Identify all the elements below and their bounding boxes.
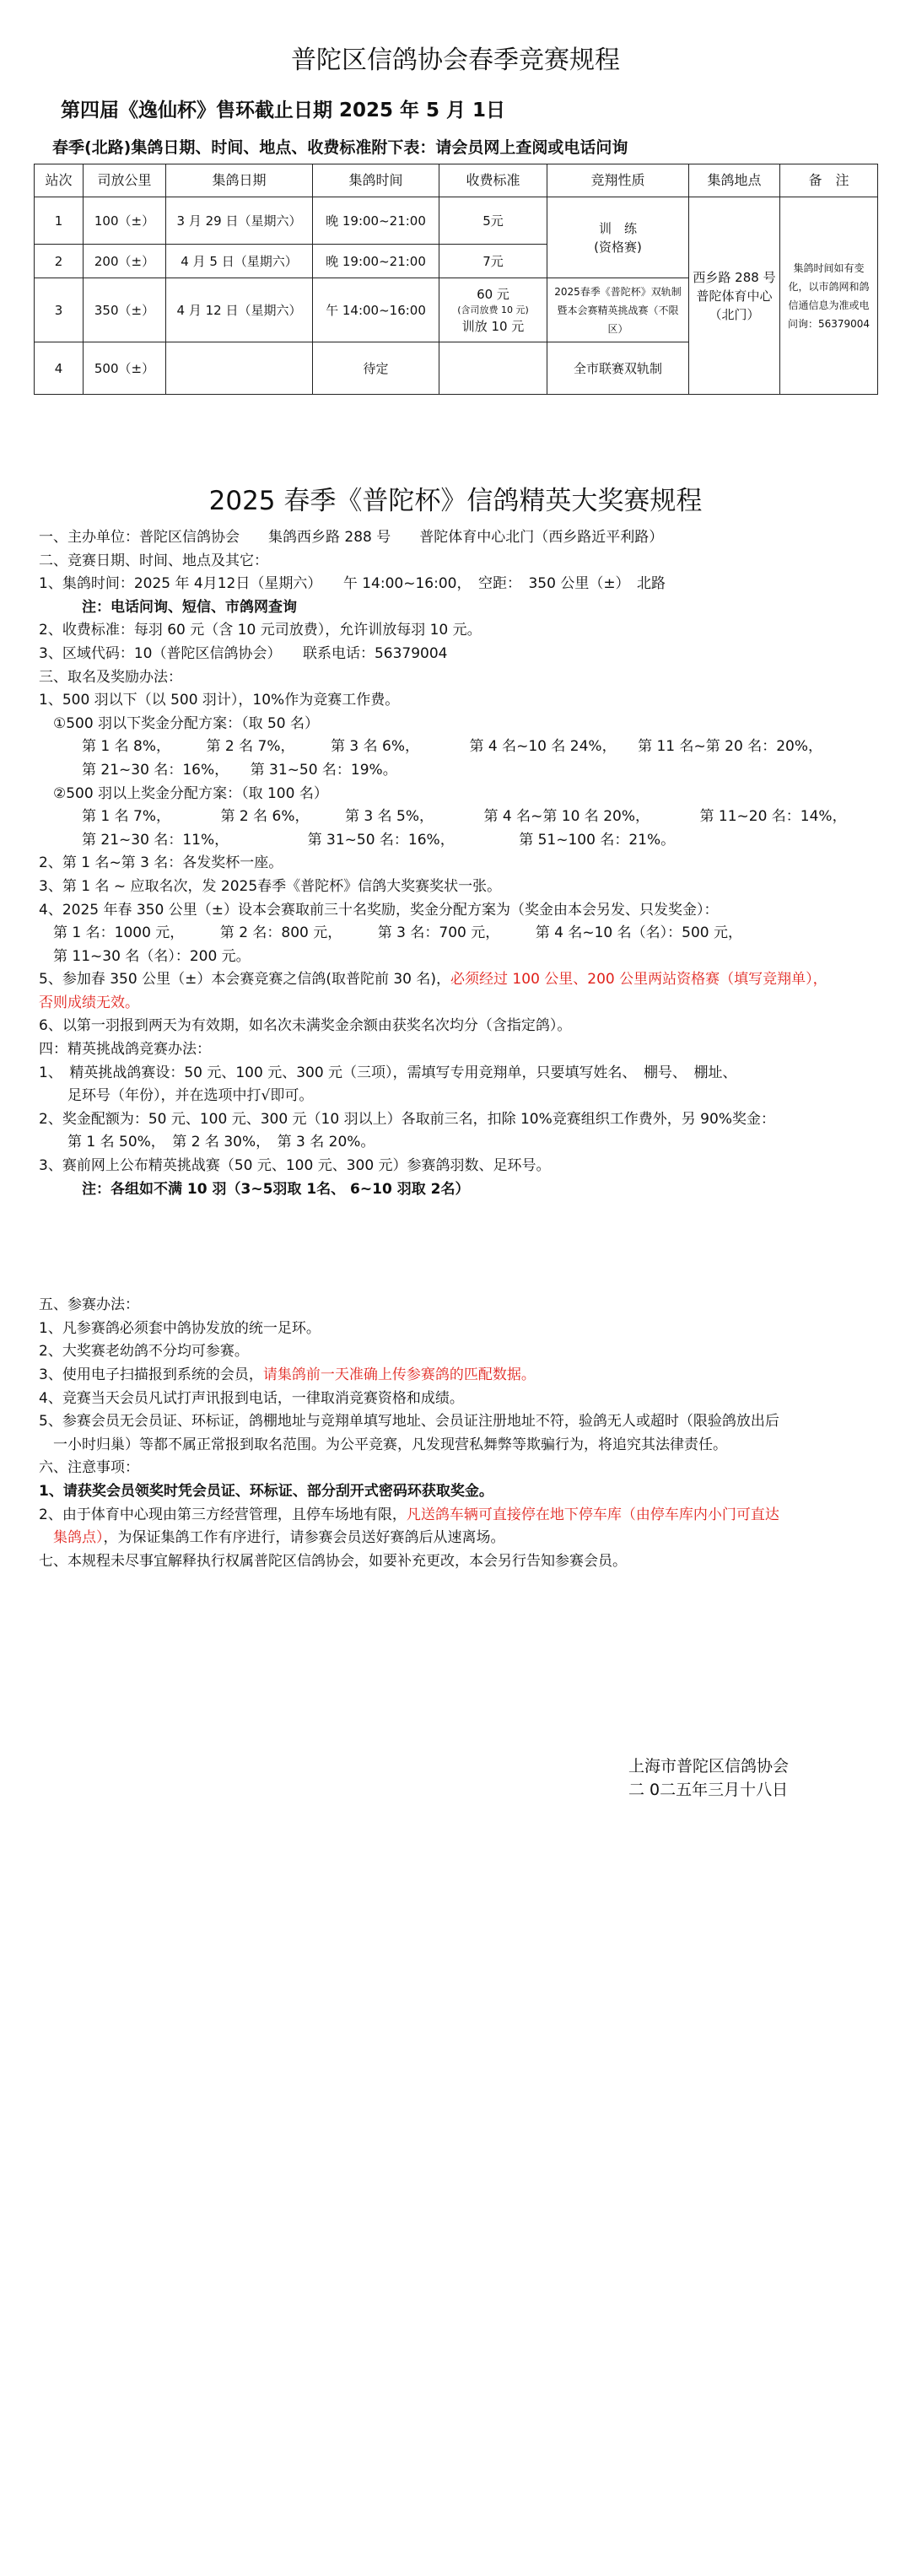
line-text: ①500 羽以下奖金分配方案：（取 50 名） <box>39 714 320 732</box>
line-text: 6、以第一羽报到两天为有效期，如名次未满奖金余额由获奖名次均分（含指定鸽）。 <box>39 1017 572 1035</box>
rules-body <box>39 526 891 1573</box>
text-line <box>39 1527 891 1550</box>
station-cell: 2 <box>35 245 84 278</box>
text-line <box>39 759 891 783</box>
line-text: 1、凡参赛鸽必须套中鸽协发放的统一足环。 <box>39 1319 321 1337</box>
line-text: 1、集鸽时间：2025 年 4月12日（星期六） 午 14:00~16:00， 空距： 350 公里（±） 北路 <box>39 575 666 593</box>
table-row <box>35 197 878 245</box>
date-cell: 3 月 29 日（星期六） <box>166 197 313 245</box>
date-cell <box>166 342 313 395</box>
highlight-text: 凡送鸽车辆可直接停在地下停车库（由停车库内小门可直达 <box>406 1506 779 1523</box>
fee-sub: 训放 10 元 <box>461 318 525 334</box>
text-line <box>39 1085 891 1108</box>
time-cell: 待定 <box>313 342 439 395</box>
line-text: 5、参加春 350 公里（±）本会赛竞赛之信鸽(取普陀前 30 名)， <box>39 971 451 989</box>
header-cell: 站次 <box>35 164 84 197</box>
station-cell: 1 <box>35 197 84 245</box>
date-cell: 4 月 5 日（星期六） <box>166 245 313 278</box>
text-line <box>39 1340 891 1364</box>
text-line <box>39 1457 891 1480</box>
text-line <box>39 922 891 946</box>
signature-org: 上海市普陀区信鸽协会 <box>628 1757 790 1776</box>
text-line <box>39 619 891 643</box>
schedule-table <box>34 164 878 395</box>
line-text: 注：各组如不满 10 羽（3~5羽取 1名、 6~10 羽取 2名） <box>39 1180 470 1198</box>
line-text <box>39 1529 53 1546</box>
text-line <box>39 852 891 876</box>
line-text: 第 1 名 8%， 第 2 名 7%， 第 3 名 6%， 第 4 名~10 名 24%， 第 11 名~第 20 名：20%， <box>39 738 822 756</box>
line-text: 2、由于体育中心现由第三方经营管理，且停车场地有限， <box>39 1506 407 1523</box>
rules-section-2 <box>39 1294 891 1573</box>
header-cell: 竞翔性质 <box>547 164 689 197</box>
line-text: 3、使用电子扫描报到系统的会员， <box>39 1366 263 1383</box>
station-cell: 3 <box>35 278 84 342</box>
remark-cell: 集鸽时间如有变化，以市鸽网和鸽信通信息为准或电问询：56379004 <box>780 197 878 395</box>
text-line <box>39 713 891 736</box>
line-text: 五、参赛办法： <box>39 1296 139 1314</box>
line-text: 四：精英挑战鸽竞赛办法： <box>39 1041 211 1059</box>
header-cell: 备 注 <box>780 164 878 197</box>
line-text: 5、参赛会员无会员证、环标证，鸽棚地址与竞翔单填写地址、会员证注册地址不符，验鸽无人或超时（限验鸽放出后 <box>39 1413 779 1431</box>
nature-cell <box>547 197 689 278</box>
line-text: 七、本规程未尽事宜解释执行权属普陀区信鸽协会，如要补充更改，本会另行告知参赛会员。 <box>39 1552 627 1570</box>
text-line <box>39 899 891 923</box>
line-text: 4、2025 年春 350 公里（±）设本会赛取前三十名奖励，奖金分配方案为（奖金由本会另发、只发奖金）： <box>39 901 719 919</box>
document-title: 普陀区信鸽协会春季竞赛规程 <box>291 46 620 75</box>
line-text: 二、竞赛日期、时间、地点及其它： <box>39 552 268 569</box>
highlight-text: 必须经过 100 公里、200 公里两站资格赛（填写竞翔单）， <box>450 971 827 989</box>
header-cell: 集鸽日期 <box>166 164 313 197</box>
text-line <box>39 1550 891 1574</box>
line-text: 三、取名及奖励办法： <box>39 668 182 686</box>
text-line <box>39 1410 891 1434</box>
highlight-text: 请集鸽前一天准确上传参赛鸽的匹配数据。 <box>262 1366 536 1383</box>
location-cell: 西乡路 288 号普陀体育中心（北门） <box>689 197 780 395</box>
time-cell: 晚 19:00~21:00 <box>313 245 439 278</box>
text-line <box>39 1388 891 1411</box>
text-line <box>39 596 891 620</box>
line-text: 足环号（年份），并在选项中打√即可。 <box>39 1087 314 1105</box>
line-text: 3、第 1 名 ~ 应取名次，发 2025春季《普陀杯》信鸽大奖赛奖状一张。 <box>39 877 502 895</box>
text-line <box>39 1364 891 1388</box>
line-text: 第 11~30 名（名）：200 元。 <box>39 947 251 965</box>
text-line <box>39 1504 891 1528</box>
date-cell: 4 月 12 日（星期六） <box>166 278 313 342</box>
nature-training-sub: (资格赛) <box>594 239 642 255</box>
text-line <box>39 573 891 596</box>
line-text: ②500 羽以上奖金分配方案：（取 100 名） <box>39 784 328 802</box>
document-subtitle: 第四届《逸仙杯》售环截止日期 2025 年 5 月 1日 <box>61 100 506 121</box>
fee-main: 60 元 <box>477 286 509 302</box>
text-line <box>39 1015 891 1038</box>
nature-training: 训 练 <box>598 220 637 236</box>
distance-cell: 350（±） <box>84 278 166 342</box>
signature-date: 二 0二五年三月十八日 <box>628 1781 789 1799</box>
text-line <box>39 1155 891 1178</box>
line-text: 注：电话问询、短信、市鸽网查询 <box>39 598 297 616</box>
text-line <box>39 1108 891 1132</box>
line-text: 2、奖金配额为：50 元、100 元、300 元（10 羽以上）各取前三名，扣除 10%竞赛组织工作费外，另 90%奖金： <box>39 1110 775 1128</box>
distance-cell: 200（±） <box>84 245 166 278</box>
line-text: 第 1 名 7%， 第 2 名 6%， 第 3 名 5%， 第 4 名~第 10 名 20%， 第 11~20 名：14%， <box>39 808 847 826</box>
text-line <box>39 526 891 550</box>
text-line <box>39 783 891 806</box>
text-line <box>39 666 891 690</box>
header-cell: 集鸽时间 <box>313 164 439 197</box>
highlight-text: 否则成绩无效。 <box>39 994 139 1011</box>
line-text: 2、收费标准：每羽 60 元（含 10 元司放费），允许训放每羽 10 元。 <box>39 622 482 639</box>
station-cell: 4 <box>35 342 84 395</box>
text-line <box>39 550 891 574</box>
text-line <box>39 968 891 992</box>
text-line <box>39 992 891 1016</box>
line-text: 一、主办单位：普陀区信鸽协会 集鸽西乡路 288 号 普陀体育中心北门（西乡路近平利路） <box>39 529 664 546</box>
text-line <box>39 689 891 713</box>
line-text: 六、注意事项： <box>39 1459 139 1477</box>
line-text: ，为保证集鸽工作有序进行，请参赛会员送好赛鸽后从速离场。 <box>103 1529 505 1547</box>
fee-cell <box>439 342 547 395</box>
line-text: 1、500 羽以下（以 500 羽计），10%作为竞赛工作费。 <box>39 692 400 709</box>
time-cell: 晚 19:00~21:00 <box>313 197 439 245</box>
text-line <box>39 1038 891 1062</box>
schedule-note: 春季(北路)集鸽日期、时间、地点、收费标准附下表：请会员网上查阅或电话问询 <box>52 138 628 157</box>
text-line <box>39 1294 891 1318</box>
text-line <box>39 1434 891 1458</box>
text-line <box>39 876 891 899</box>
text-line <box>39 1480 891 1504</box>
nature-cell: 2025春季《普陀杯》双轨制暨本会赛精英挑战赛（不限区） <box>547 278 689 342</box>
text-line <box>39 643 891 666</box>
nature-cell: 全市联赛双轨制 <box>547 342 689 395</box>
line-text: 一小时归巢）等都不属正常报到取名范围。为公平竞赛，凡发现营私舞弊等欺骗行为，将追究其法律责任。 <box>39 1436 727 1453</box>
line-text: 1、 精英挑战鸽赛设：50 元、100 元、300 元（三项），需填写专用竞翔单，只要填写姓名、 棚号、 棚址、 <box>39 1064 737 1081</box>
highlight-text: 集鸽点） <box>53 1529 104 1547</box>
fee-cell: 7元 <box>439 245 547 278</box>
text-line <box>39 1318 891 1341</box>
text-line <box>39 946 891 969</box>
header-cell: 集鸽地点 <box>689 164 780 197</box>
line-text: 第 21~30 名：16%， 第 31~50 名：19%。 <box>39 761 397 779</box>
header-cell: 司放公里 <box>84 164 166 197</box>
line-text: 3、区域代码：10（普陀区信鸽协会） 联系电话：56379004 <box>39 644 448 662</box>
text-line <box>39 829 891 853</box>
rules-title: 2025 春季《普陀杯》信鸽精英大奖赛规程 <box>208 486 703 516</box>
line-text: 1、请获奖会员领奖时凭会员证、环标证、部分刮开式密码环获取奖金。 <box>39 1482 493 1500</box>
fee-sub: (含司放费 10 元) <box>457 304 529 315</box>
rules-section-1 <box>39 526 891 1201</box>
text-line <box>39 806 891 829</box>
header-cell: 收费标准 <box>439 164 547 197</box>
schedule-header-row <box>35 164 878 197</box>
text-line <box>39 1178 891 1202</box>
text-line <box>39 736 891 759</box>
line-text: 4、竞赛当天会员凡试打声讯报到电话，一律取消竞赛资格和成绩。 <box>39 1389 464 1407</box>
time-cell: 午 14:00~16:00 <box>313 278 439 342</box>
text-line <box>39 1131 891 1155</box>
line-text: 2、第 1 名~第 3 名：各发奖杯一座。 <box>39 854 283 872</box>
line-text: 第 1 名：1000 元， 第 2 名：800 元， 第 3 名：700 元， 第 4 名~10 名（名）：500 元， <box>39 924 742 942</box>
distance-cell: 100（±） <box>84 197 166 245</box>
line-text: 3、赛前网上公布精英挑战赛（50 元、100 元、300 元）参赛鸽羽数、足环号。 <box>39 1157 551 1175</box>
line-text: 2、大奖赛老幼鸽不分均可参赛。 <box>39 1343 249 1361</box>
fee-cell <box>439 278 547 342</box>
fee-cell: 5元 <box>439 197 547 245</box>
line-text: 第 1 名 50%， 第 2 名 30%， 第 3 名 20%。 <box>39 1134 375 1151</box>
line-text: 第 21~30 名：11%， 第 31~50 名：16%， 第 51~100 名：21%。 <box>39 831 676 849</box>
text-line <box>39 1062 891 1086</box>
distance-cell: 500（±） <box>84 342 166 395</box>
